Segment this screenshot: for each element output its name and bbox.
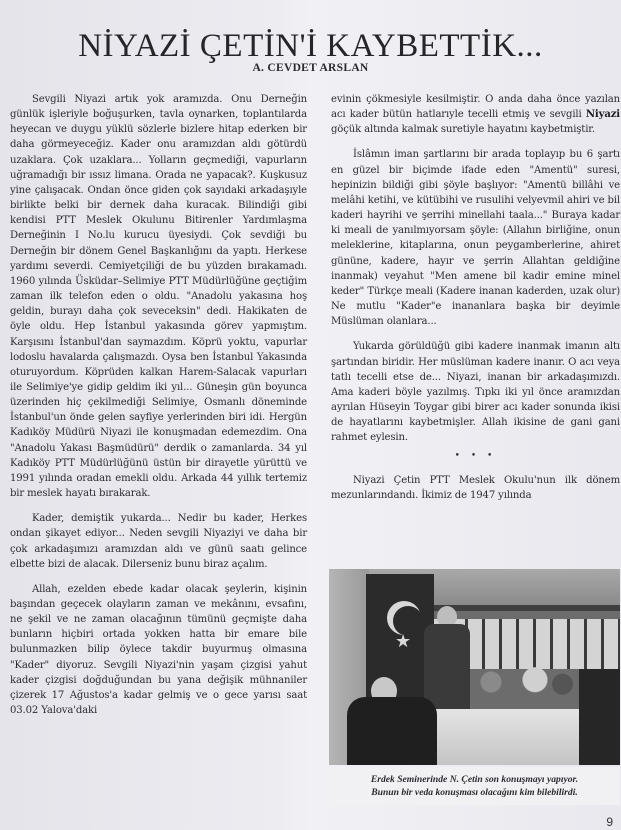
article-title: NİYAZİ ÇETİN'İ KAYBETTİK... (78, 28, 543, 65)
left-column (10, 92, 307, 728)
paragraph-continuation (331, 92, 620, 137)
caption-line: Bunun bir veda konuşması olacağını kim bilebilirdi. (371, 787, 578, 798)
section-separator: • • • (454, 451, 497, 462)
right-column (331, 92, 620, 513)
flag-star-icon: ★ (395, 631, 412, 652)
photo-shadow (579, 669, 620, 765)
caption-line: Erdek Seminerinde N. Çetin son konuşmayı yapıyor. (370, 774, 579, 785)
paragraph: Sevgili Niyazi artık yok aramızda. Onu Derneğin günlük işleriyle boğuşurken, tavla oynarken, toplantılarda heyecan ve duygu yüklü sözlerle bizlere hitap ederken bir daha görmeyeceğiz. Kader onu aramızdan aldı götürdü uzaklara. Çok uzaklara... Yolların geçmediği, vapurların uğramadığı bir ıssız limana. Orada ne yapacak?. Kuşkusuz yine çalışacak. Ondan önce giden çok sayıdaki arkadaşıyle birlikte belki bir dernek daha kuracak. Bilindiği gibi kendisi PTT Meslek Okulunu Bitirenler Yardımlaşma Derneğinin I No.lu kurucu üyesiydi. Çok sevdiği bu Derneğin bir dönem Genel Başkanlığını da yaptı. Herkese yardımı severdi. Cemiyetçiliği de bu yüzden bırakamadı. 1960 yılında Üsküdar–Selimiye PTT Müdürlüğüne geçtiğim zaman ilk telefon eden o oldu. "Anadolu yakasına hoş geldin, burayı daha çok seveceksin" dedi. Hakikaten de öyle oldu. Hep İstanbul yakasında görev yapmıştım. Karşısını İstanbul'dan saymazdım. Köprü yoktu, vapurlar lodoslu havalarda çalışmazdı. Oysa ben İstanbul Yakasında oturuyordum. Köprüden kalkan Harem-Salacak vapurları ile Selimiye'ye gidip geldim iki yıl... Güneşin gün boyunca üzerinden hiç çekilmediği Selimiye, Osmanlı döneminde İstanbul'un önde gelen sayfiye yerlerinden biri idi. Hergün Kadıköy Müdürü Niyazi ile konuşmadan edemezdim. Ona "Anadolu Yakası Başmüdürü" derdik o zamanlarda. 34 yıl Kadıköy PTT Müdürlüğünü üstün bir dirayetle yürüttü ve 1991 yılında oradan emekli oldu. Arkada 44 yıllık tertemiz bir meslek hayatı bırakarak. (10, 94, 307, 500)
article-author: A. CEVDET ARSLAN (252, 62, 369, 74)
continuation-text: göçük altında kalmak suretiyle hayatını kaybetmiştir. (331, 124, 595, 136)
paragraph: Allah, ezelden ebede kadar olacak şeylerin, kişinin başından geçecek olayların zaman ve mekânını, evsafını, ne şekil ve ne zaman olacağının tümünü geçmişte daha bunların hiçbiri ortada yokken hatta bir emare bile bulunmazken bilip öylece takdir buyurmuş olmasına "Kader" diyoruz. Sevgili Niyazi'nin yaşam çizgisi yahut kader çizgisi doğduğundan bu yana değişik mühnaniler çizerek 17 Ağustos'a kadar gelmiş ve o gece yarısı saat 03.02 Yalova'daki (10, 583, 307, 717)
photo-audience (469, 664, 579, 709)
page-number: 9 (606, 815, 613, 829)
photo-caption (329, 767, 620, 805)
paragraph: Niyazi Çetin PTT Meslek Okulu'nun ilk dönem mezunlarındandı. İkimiz de 1947 yılında (331, 474, 620, 501)
continuation-text: evinin çökmesiyle kesilmiştir. O anda daha önce yazılan acı kader bütün hatlarıyle tecelli etmiş ve sevgili (331, 94, 620, 121)
paragraph: İslâmın iman şartlarını bir arada toplayıp bu 6 şartı en güzel bir biçimde ifade eden "Amentü" suresi, hepinizin bildiği gibi şöyle başlıyor: "Amentü billâhi ve melâhi ketihi, ve kütübihi ve rusulihi velyevmil ahiri ve bil kaderi hayrihi ve şerrihi minellahi taala..." Buraya kadar ki meali de yanılmıyorsam şöyle: (Allahın birliğine, onun meleklerine, kitaplarına, onun peygamberlerine, ahiret gününe, kadere, hayır ve şerrin Allahtan geldiğine inanmak) veyahut "Men amene bil kadir emine minel keder" Türkçe meali (Kadere inanan kaderden, uzak olur) Ne mutlu "Kader"e inananlara başka bir deyimle Müslüman olanlara... (331, 149, 620, 328)
paragraph: Yukarda görüldüğü gibi kadere inanmak imanın altı şartından biridir. Her müslüman kadere inanır. O acı veya tatlı tecelli etse de... Niyazi, inanan bir arkadaşımızdı. Ama kaderi böyle yazılmış. Tıpkı iki yıl önce aramızdan ayrılan Hüseyin Toygar gibi birer acı kader sonunda ikisi de hayatlarını kaybetmişler. Allah ikisine de gani gani rahmet eylesin. (331, 341, 620, 444)
bold-name: Niyazi (585, 109, 620, 121)
article-photo (329, 569, 620, 765)
seated-man-figure (347, 697, 437, 765)
paragraph: Kader, demiştik yukarda... Nedir bu kader, Herkes ondan şikayet ediyor... Neden sevgili Niyaziyi ve daha bir çok arkadaşımızı aramızdan aldı ve günü saatı gelince elbette bizi de alacak. Dilerseniz bunu biraz açalım. (10, 513, 307, 570)
